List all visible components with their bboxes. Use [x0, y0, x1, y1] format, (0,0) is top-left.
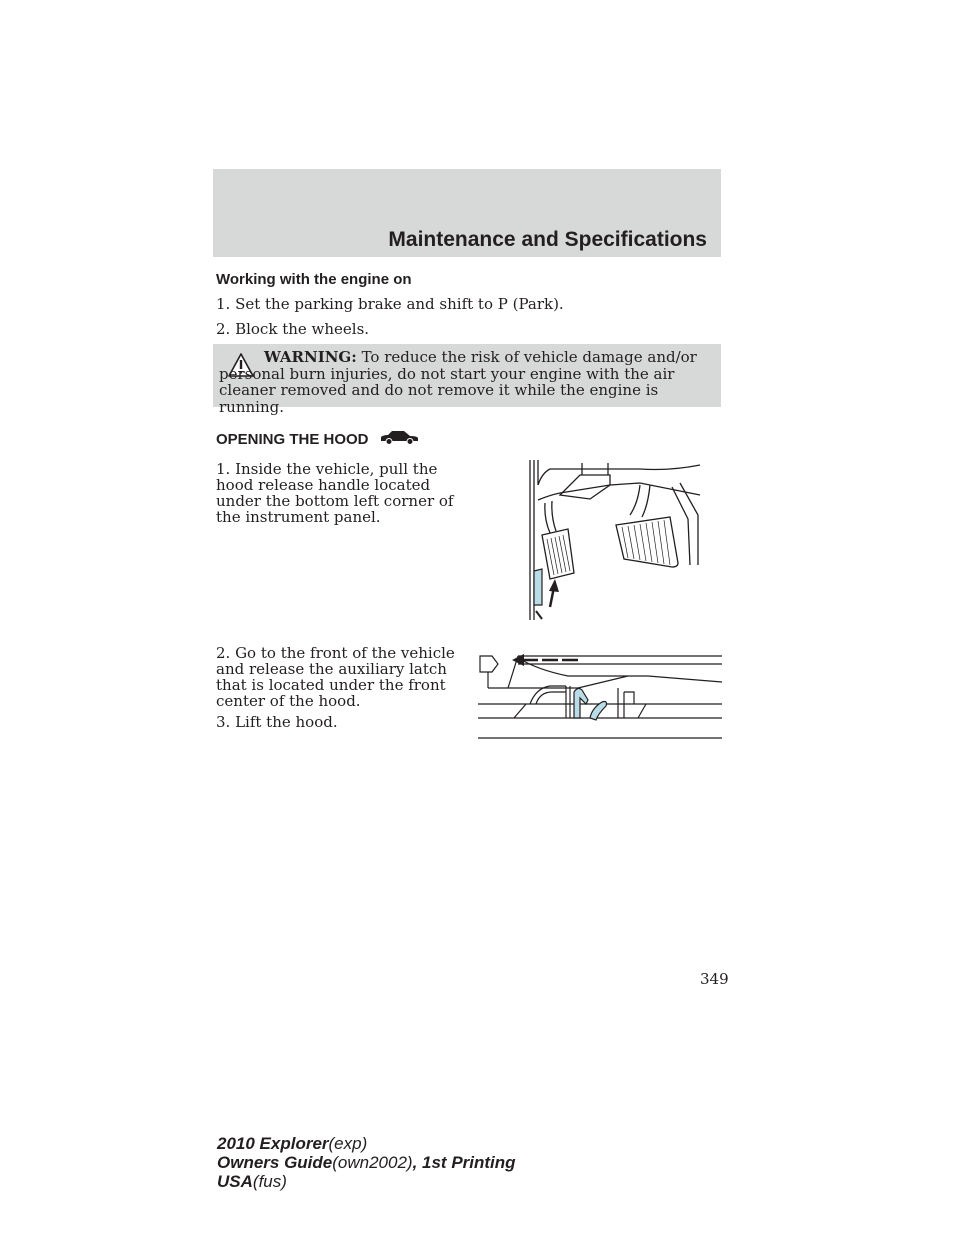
auxiliary-latch-illustration: [478, 652, 722, 742]
engine-on-section: [216, 271, 722, 288]
opening-hood-heading: OPENING THE HOOD: [216, 431, 369, 448]
footer-line-3: [217, 1172, 516, 1191]
engine-on-heading: Working with the engine on: [216, 271, 412, 288]
hood-step-2: 2. Go to the front of the vehicle and release the auxiliary latch that is located under the front center of the hood.: [216, 644, 455, 710]
step-text: 1. Set the parking brake and shift to P (Park).: [216, 295, 564, 313]
section-title: Maintenance and Specifications: [388, 228, 707, 251]
warning-body: To reduce the risk of vehicle damage and/or personal burn injuries, do not start your engine with the air cleaner removed and do not remove it while the engine is running.: [219, 348, 697, 416]
footer-printing: , 1st Printing: [412, 1153, 516, 1172]
page-number: 349: [700, 970, 729, 988]
hood-step-1: 1. Inside the vehicle, pull the hood release handle located under the bottom left corner of the instrument panel.: [216, 460, 454, 526]
footer-model-code: (exp): [328, 1134, 368, 1153]
footer-market-code: (fus): [252, 1172, 287, 1191]
document-footer: [217, 1134, 516, 1191]
footer-guide: Owners Guide: [217, 1153, 333, 1172]
engine-on-step-2: [216, 321, 722, 337]
footer-line-2: [217, 1153, 516, 1172]
footer-guide-code: (own2002): [332, 1153, 413, 1172]
footer-line-1: [217, 1134, 516, 1153]
step-text: 2. Block the wheels.: [216, 320, 370, 338]
hood-step-3: 3. Lift the hood.: [216, 713, 338, 731]
hood-release-illustration: [520, 455, 720, 625]
warning-text: [219, 349, 719, 415]
car-hood-icon: [379, 429, 420, 445]
footer-model: 2010 Explorer: [217, 1134, 329, 1153]
warning-label: WARNING:: [264, 348, 357, 366]
section-header-band: [213, 169, 721, 257]
footer-market: USA: [217, 1172, 253, 1191]
engine-on-step-1: [216, 296, 722, 312]
warning-box: [213, 344, 721, 416]
